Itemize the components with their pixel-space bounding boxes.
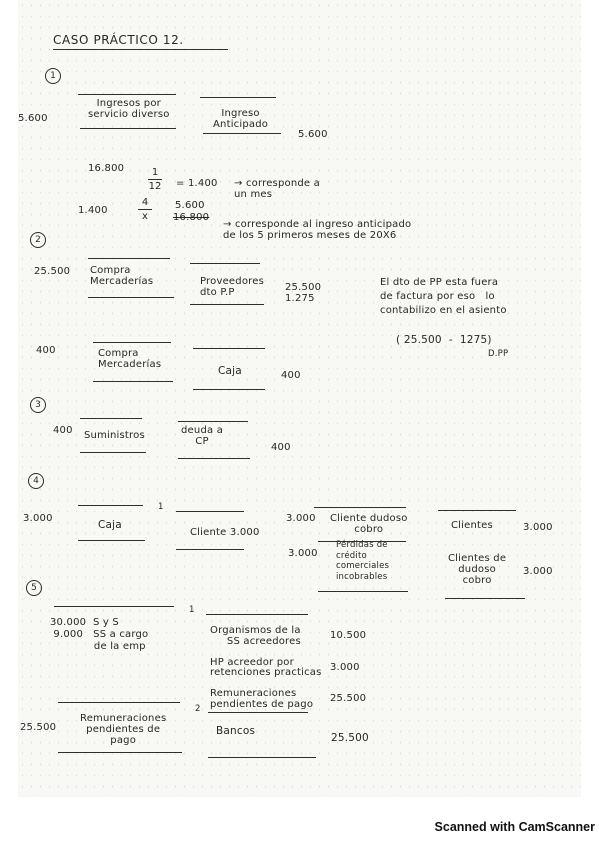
s2-e2-credit-amount: 400 xyxy=(281,370,301,381)
s2-e1-debit-amount: 25.500 xyxy=(34,266,71,277)
s2-note-formula-label: D.PP xyxy=(488,349,509,359)
entry-line xyxy=(178,421,248,422)
s4-e1-num: 1 xyxy=(158,502,164,512)
entry-line xyxy=(203,133,281,134)
s1-calc2-frac-den: x xyxy=(142,211,148,222)
entry-line xyxy=(78,94,176,95)
entry-line xyxy=(80,418,142,419)
entry-line xyxy=(78,540,145,541)
entry-line xyxy=(80,452,146,453)
s2-e2-debit-amount: 400 xyxy=(36,345,56,356)
entry-line xyxy=(176,511,244,512)
scanned-page xyxy=(18,0,581,797)
entry-line xyxy=(208,712,308,713)
entry-line xyxy=(318,591,408,592)
s1-debit-amount: 5.600 xyxy=(18,113,48,124)
entry-line xyxy=(58,702,180,703)
entry-line xyxy=(54,606,174,607)
s1-calc1-total: 16.800 xyxy=(88,163,125,174)
s5-e2-debit-account: Remuneraciones pendientes de pago xyxy=(80,713,167,746)
s2-e2-debit-account: Compra Mercaderías xyxy=(98,348,162,370)
s5-e2-credit-amount: 25.500 xyxy=(331,732,369,744)
entry-line xyxy=(208,757,316,758)
s5-e2-num: 2 xyxy=(195,704,201,714)
entry-line xyxy=(78,505,143,506)
s1-calc1-frac-den: 12 xyxy=(148,181,162,192)
title-underline xyxy=(53,49,228,50)
s1-calc1-note: → corresponde a un mes xyxy=(234,178,320,200)
s2-e1-credit-amounts: 25.500 1.275 xyxy=(285,282,322,304)
s5-e1-credit-accounts: Organismos de la SS acreedores HP acreedor por retenciones practicas Remuneraciones pendientes de pago xyxy=(210,625,322,710)
s1-calc2-frac-num: 4 xyxy=(141,197,149,208)
s4-e2-debit-account2: Pérdidas de crédito comerciales incobrables xyxy=(336,540,390,582)
s4-e2-credit-amount1: 3.000 xyxy=(523,522,553,533)
s5-e1-num: 1 xyxy=(189,605,195,615)
s4-e2-credit-account1: Clientes xyxy=(451,520,493,531)
s1-calc2-note: → corresponde al ingreso anticipado de los 5 primeros meses de 20X6 xyxy=(223,219,412,241)
s3-credit-amount: 400 xyxy=(271,442,291,453)
s1-credit-amount: 5.600 xyxy=(298,129,328,140)
s4-e2-credit-account2: Clientes de dudoso cobro xyxy=(448,553,507,586)
entry-line xyxy=(88,258,170,259)
entry-line xyxy=(178,458,250,459)
entry-line xyxy=(206,614,308,615)
entry-line xyxy=(80,128,176,129)
entry-line xyxy=(93,381,173,382)
s5-e1-debit-lines: 30.000 S y S 9.000 SS a cargo de la emp xyxy=(50,617,149,652)
s3-debit-amount: 400 xyxy=(53,425,73,436)
entry-line xyxy=(190,304,264,305)
s5-e2-debit-amount: 25.500 xyxy=(20,722,57,733)
s4-e1-debit-account: Caja xyxy=(98,519,122,531)
s2-e1-debit-account: Compra Mercaderías xyxy=(90,265,154,287)
entry-line xyxy=(445,598,525,599)
s4-e2-debit-amount1: 3.000 xyxy=(286,513,316,524)
section-3-marker: 3 xyxy=(30,397,46,413)
s3-debit-account: Suministros xyxy=(84,430,145,441)
s1-calc1-result: = 1.400 xyxy=(176,178,218,189)
s2-e1-credit-account: Proveedores dto P.P xyxy=(200,276,265,298)
s1-calc2-strikeout: 16.800 xyxy=(173,212,210,223)
s1-calc1-fraction xyxy=(148,167,162,192)
entry-line xyxy=(193,348,265,349)
fraction-bar xyxy=(148,179,162,180)
s1-calc2-fraction xyxy=(138,197,152,222)
s4-e1-credit-account: Cliente 3.000 xyxy=(190,527,260,538)
entry-line xyxy=(193,389,265,390)
entry-line xyxy=(318,541,406,542)
s1-calc2-result: 5.600 xyxy=(175,200,205,211)
section-1-marker: 1 xyxy=(45,68,61,84)
s4-e2-debit-account1: Cliente dudoso cobro xyxy=(330,513,408,535)
section-4-marker: 4 xyxy=(28,473,44,489)
s5-e1-credit-amounts: 10.500 3.000 25.500 xyxy=(330,630,367,704)
s2-e2-credit-account: Caja xyxy=(218,365,242,377)
entry-line xyxy=(314,507,406,508)
entry-line xyxy=(93,342,171,343)
entry-line xyxy=(58,752,182,753)
entry-line xyxy=(176,549,244,550)
scanner-watermark: Scanned with CamScanner xyxy=(434,820,595,834)
entry-line xyxy=(190,263,260,264)
s4-e1-debit-amount: 3.000 xyxy=(23,513,53,524)
s3-credit-account: deuda a CP xyxy=(181,425,224,447)
entry-line xyxy=(438,510,516,511)
s4-e2-credit-amount2: 3.000 xyxy=(523,566,553,577)
section-5-marker: 5 xyxy=(26,580,42,596)
fraction-bar xyxy=(138,209,152,210)
entry-line xyxy=(88,297,174,298)
entry-line xyxy=(200,97,276,98)
s1-credit-account: Ingreso Anticipado xyxy=(213,108,269,130)
s1-calc2-left: 1.400 xyxy=(78,205,108,216)
s2-note-formula: ( 25.500 - 1275) xyxy=(396,334,492,346)
s1-calc1-frac-num: 1 xyxy=(151,167,159,178)
s4-e2-debit-amount2: 3.000 xyxy=(288,548,318,559)
section-2-marker: 2 xyxy=(30,232,46,248)
s2-note: El dto de PP esta fuera de factura por eso lo contabilizo en el asiento xyxy=(380,277,507,316)
page-title: CASO PRÁCTICO 12. xyxy=(53,33,184,47)
s1-debit-account: Ingresos por servicio diverso xyxy=(88,98,170,120)
s5-e2-credit-account: Bancos xyxy=(216,725,256,737)
